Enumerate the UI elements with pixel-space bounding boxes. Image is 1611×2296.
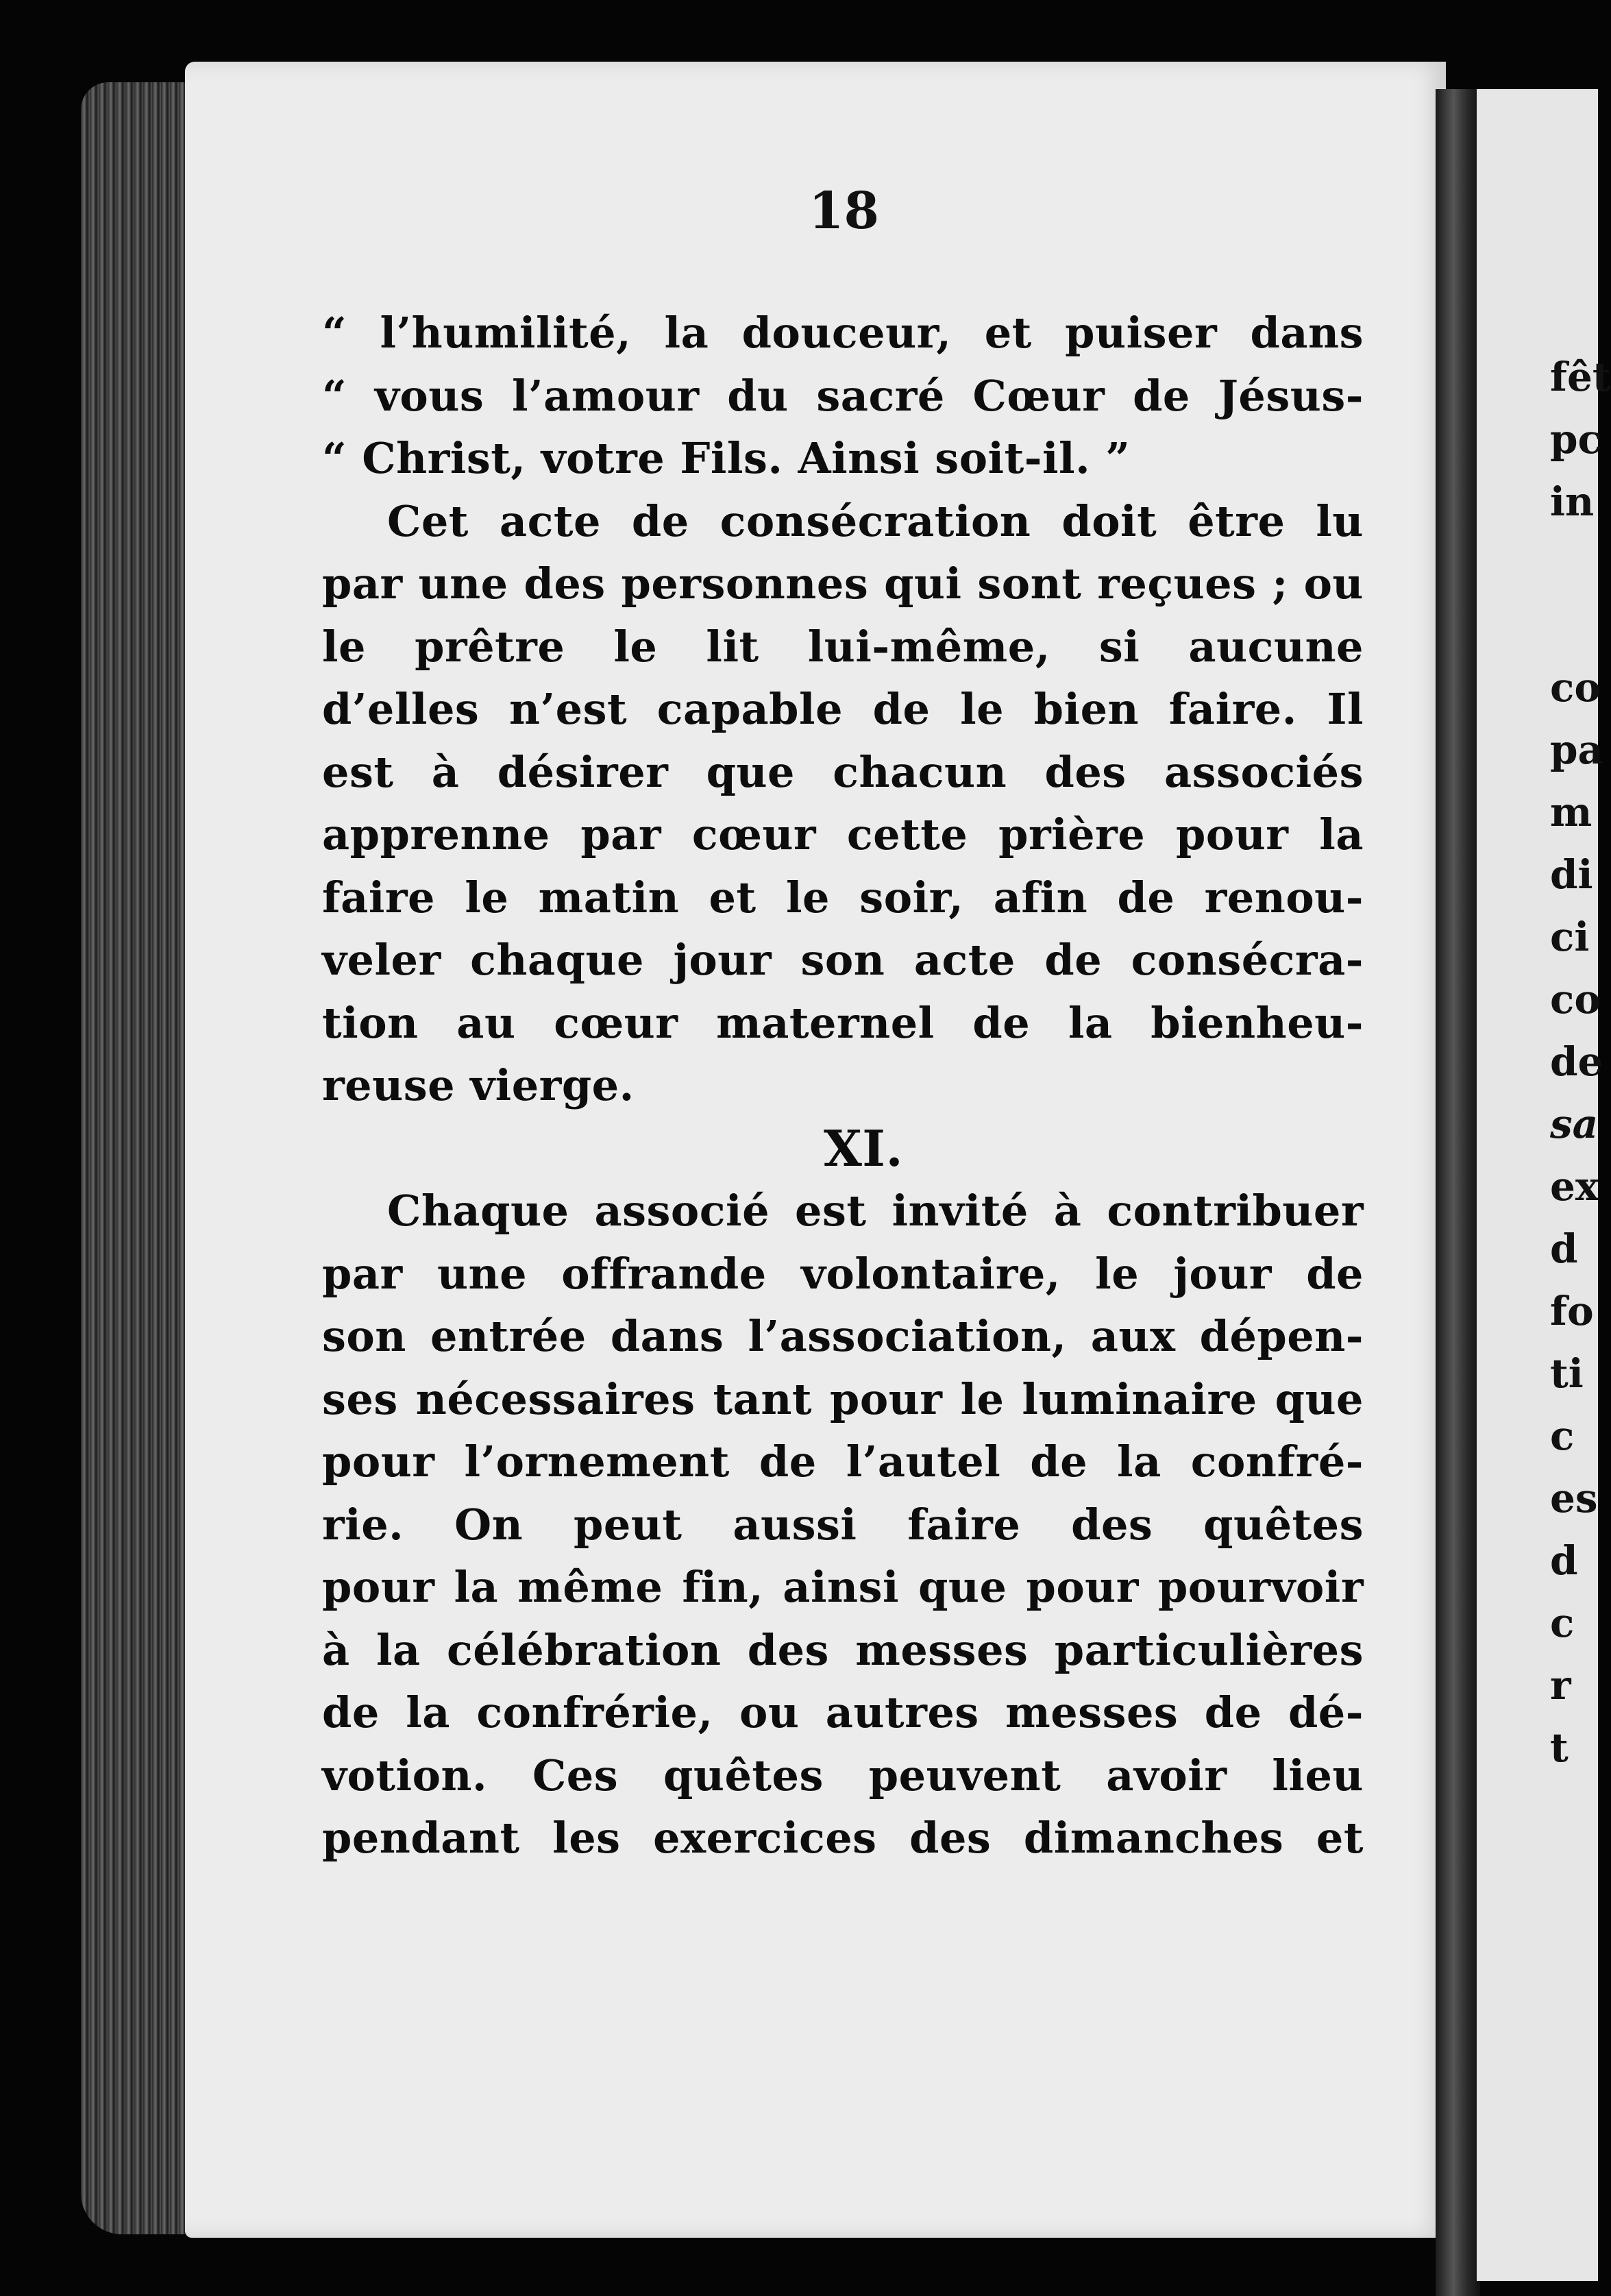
text-line: pour la même fin, ainsi que pour pourvoir: [322, 1562, 1364, 1612]
fragment: fêt: [1550, 354, 1611, 400]
text-line: à la célébration des messes particulières: [322, 1624, 1364, 1675]
text-line: ses nécessaires tant pour le luminaire que: [322, 1373, 1364, 1424]
fragment: ex: [1550, 1163, 1599, 1210]
fragment: es: [1550, 1475, 1598, 1522]
text-line: Chaque associé est invité à contribuer: [387, 1186, 1364, 1236]
text-line: Cet acte de consécration doit être lu: [387, 496, 1364, 546]
text-line: veler chaque jour son acte de consécra-: [322, 935, 1364, 985]
fragment: pc: [1550, 416, 1602, 463]
fragment: m: [1550, 789, 1592, 835]
text-line: pour l’ornement de l’autel de la confré-: [322, 1437, 1364, 1487]
text-line: est à désirer que chacun des associés: [322, 746, 1364, 797]
text-line: “ Christ, votre Fils. Ainsi soit-il. ”: [322, 433, 1131, 483]
text-line: son entrée dans l’association, aux dépen-: [322, 1311, 1364, 1361]
book-gutter: [1436, 89, 1480, 2296]
text-line: tion au cœur maternel de la bienheu-: [322, 997, 1364, 1048]
fragment: de: [1550, 1038, 1603, 1085]
fragment: t: [1550, 1724, 1569, 1771]
fragment: co: [1550, 664, 1601, 711]
text-line: apprenne par cœur cette prière pour la: [322, 809, 1364, 859]
facing-page-text: [1550, 346, 1611, 1779]
fragment: c: [1550, 1413, 1575, 1459]
fragment: sa: [1550, 1101, 1599, 1147]
fragment: ti: [1550, 1350, 1584, 1397]
page-number: 18: [809, 182, 879, 241]
text-line: reuse vierge.: [322, 1060, 635, 1110]
fragment: fo: [1550, 1288, 1594, 1334]
text-line: le prêtre le lit lui-même, si aucune: [322, 621, 1364, 672]
text-line: rie. On peut aussi faire des quêtes: [322, 1499, 1364, 1550]
fragment: d: [1550, 1225, 1578, 1272]
section-heading: XI.: [823, 1119, 904, 1177]
text-line: par une offrande volontaire, le jour de: [322, 1248, 1364, 1299]
fragment: c: [1550, 1600, 1575, 1646]
fragment: in: [1550, 478, 1595, 525]
text-line: faire le matin et le soir, afin de renou-: [322, 872, 1364, 923]
fragment: di: [1550, 851, 1593, 898]
fragment: d: [1550, 1537, 1578, 1584]
fragment: ci: [1550, 914, 1590, 960]
text-line: pendant les exercices des dimanches et: [322, 1813, 1364, 1863]
text-line: d’elles n’est capable de le bien faire. Il: [322, 684, 1364, 734]
text-line: de la confrérie, ou autres messes de dé-: [322, 1687, 1364, 1737]
fragment: co: [1550, 976, 1601, 1023]
text-line: “ vous l’amour du sacré Cœur de Jésus-: [322, 370, 1364, 421]
body-text: [322, 302, 1364, 1870]
book-page-edges: [81, 82, 190, 2234]
text-line: votion. Ces quêtes peuvent avoir lieu: [322, 1750, 1364, 1800]
text-line: “ l’humilité, la douceur, et puiser dans: [322, 308, 1364, 358]
fragment: r: [1550, 1662, 1571, 1709]
fragment: pa: [1550, 726, 1604, 773]
text-line: par une des personnes qui sont reçues ; ou: [322, 559, 1364, 609]
